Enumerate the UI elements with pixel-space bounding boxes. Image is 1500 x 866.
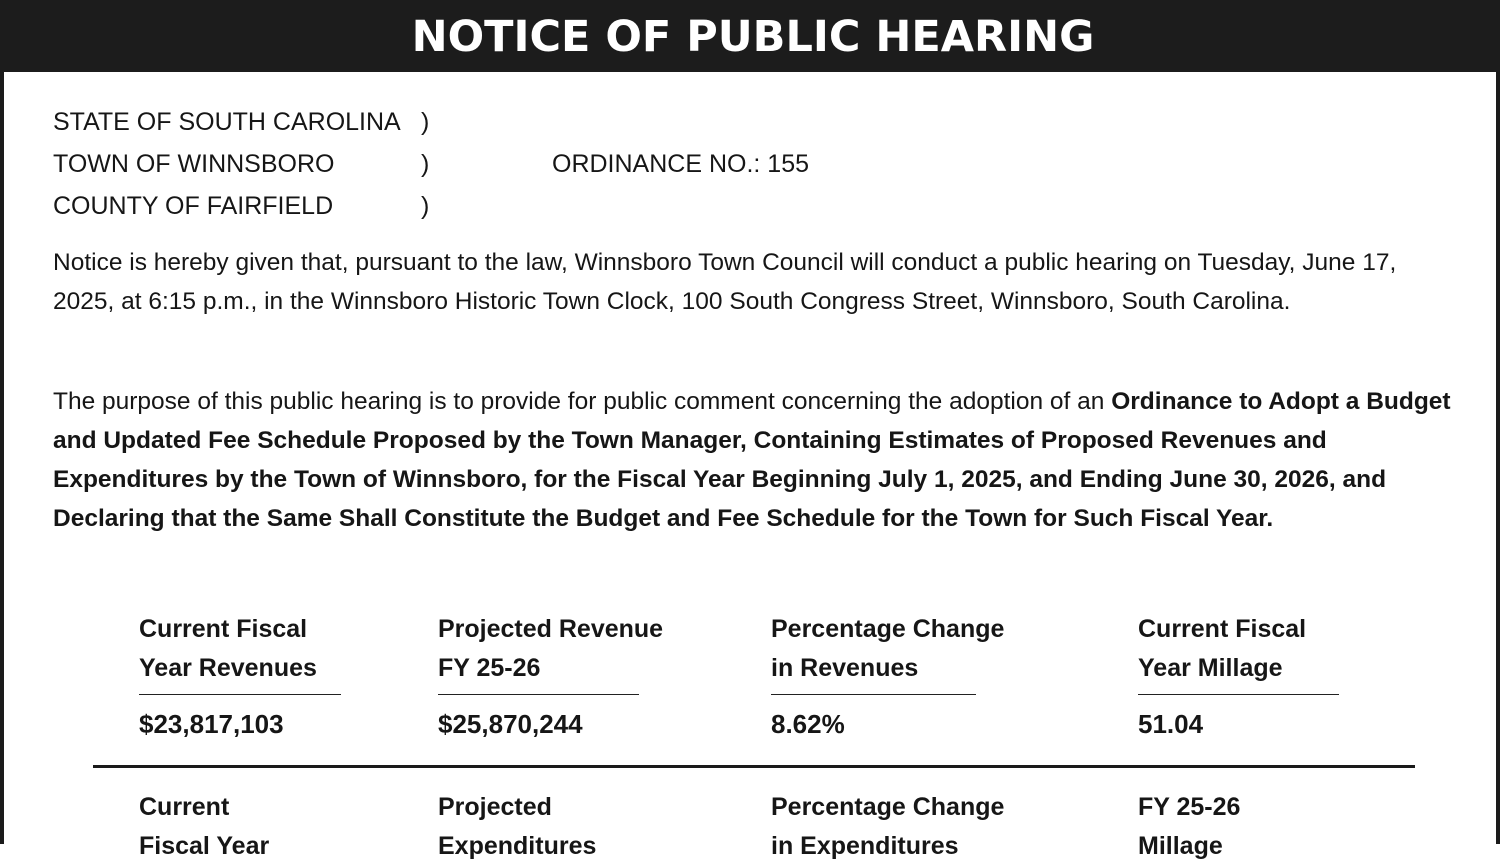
column-header bbox=[438, 610, 663, 688]
column-header-line: Year Millage bbox=[1138, 654, 1283, 682]
header-underline bbox=[771, 694, 976, 695]
table-divider bbox=[93, 765, 1415, 768]
title-bar bbox=[0, 0, 1500, 72]
purpose-paragraph bbox=[53, 382, 1453, 538]
column-header-line: in Revenues bbox=[771, 654, 919, 682]
notice-title: NOTICE OF PUBLIC HEARING bbox=[411, 12, 1095, 62]
column-header-line: Year Revenues bbox=[139, 654, 317, 682]
column-header-line: FY 25-26 bbox=[438, 654, 541, 682]
caption-state: STATE OF SOUTH CAROLINA bbox=[53, 108, 401, 136]
notice-paragraph: Notice is hereby given that, pursuant to the law, Winnsboro Town Council will conduct a public hearing on Tuesday, June 17, 2025, at 6:15 p.m., in the Winnsboro Historic Town Clock, 100 South Congress Street, Winnsboro, South Carolina. bbox=[53, 249, 1397, 315]
column-header-line: Projected bbox=[438, 793, 552, 821]
caption-paren: ) bbox=[421, 150, 430, 178]
revenue-change-value: 8.62% bbox=[771, 709, 845, 739]
header-underline bbox=[139, 694, 341, 695]
column-header bbox=[438, 788, 596, 866]
header-underline bbox=[1138, 694, 1339, 695]
column-header bbox=[771, 610, 1004, 688]
current-revenues-value: $23,817,103 bbox=[139, 709, 284, 739]
ordinance-title: Ordinance to Adopt a Budget and Updated Fee Schedule Proposed by the Town Manager, Containing Estimates of Proposed Revenues and Expenditures by the Town of Winnsboro, for the Fiscal Year Beginning July 1, 2025, and Ending June 30, 2026, and Declaring that the Same Shall Constitute the Budget and Fee Schedule for the Town for Such Fiscal Year. bbox=[53, 388, 1451, 532]
column-header bbox=[139, 610, 317, 688]
caption-town: TOWN OF WINNSBORO bbox=[53, 150, 335, 178]
column-header bbox=[771, 788, 1004, 866]
current-millage-value: 51.04 bbox=[1138, 709, 1204, 739]
header-underline bbox=[438, 694, 639, 695]
column-header-line: Fiscal Year bbox=[139, 832, 270, 860]
column-header-line: Percentage Change bbox=[771, 615, 1005, 643]
column-header-line: FY 25-26 bbox=[1138, 793, 1241, 821]
column-header-line: Current Fiscal bbox=[139, 615, 308, 643]
ordinance-number: ORDINANCE NO.: 155 bbox=[552, 150, 810, 178]
column-header bbox=[1138, 610, 1306, 688]
caption-paren: ) bbox=[421, 192, 430, 220]
purpose-lead: The purpose of this public hearing is to provide for public comment concerning the adoption of an bbox=[53, 388, 1112, 415]
column-header-line: Current bbox=[139, 793, 230, 821]
caption-paren: ) bbox=[421, 108, 430, 136]
column-header-line: in Expenditures bbox=[771, 832, 959, 860]
column-header-line: Current Fiscal bbox=[1138, 615, 1307, 643]
column-header bbox=[139, 788, 269, 866]
column-header-line: Expenditures bbox=[438, 832, 597, 860]
column-header bbox=[1138, 788, 1240, 866]
column-header-line: Percentage Change bbox=[771, 793, 1005, 821]
projected-revenue-value: $25,870,244 bbox=[438, 709, 583, 739]
column-header-line: Projected Revenue bbox=[438, 615, 664, 643]
column-header-line: Millage bbox=[1138, 832, 1223, 860]
caption-county: COUNTY OF FAIRFIELD bbox=[53, 192, 334, 220]
